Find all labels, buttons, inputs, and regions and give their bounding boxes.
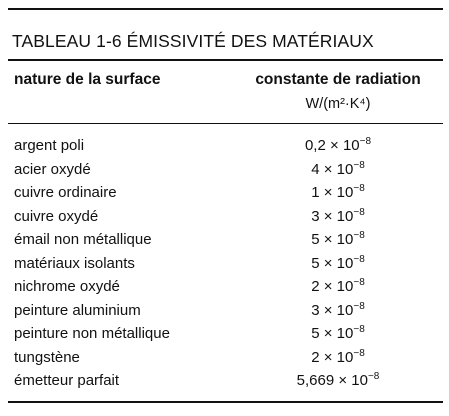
surface-name: acier oxydé	[14, 160, 91, 178]
radiation-constant	[238, 324, 438, 344]
value-exponent: −8	[367, 371, 380, 382]
value-base: 10	[342, 137, 360, 154]
value-exponent: −8	[353, 183, 365, 194]
radiation-constant	[238, 371, 438, 391]
times-sign: ×	[323, 348, 333, 366]
table-row	[0, 160, 449, 184]
table-row	[0, 254, 449, 278]
value-mantissa: 2	[311, 278, 320, 295]
column-header-unit: W/(m²·K⁴)	[305, 96, 371, 112]
radiation-constant	[238, 254, 438, 274]
table-row	[0, 348, 449, 372]
value-base: 10	[336, 207, 354, 225]
value-mantissa: 5	[311, 231, 320, 248]
surface-name: nichrome oxydé	[14, 278, 120, 295]
table-row	[0, 324, 449, 348]
bottom-rule	[8, 401, 443, 403]
table-title: TABLEAU 1-6 ÉMISSIVITÉ DES MATÉRIAUX	[12, 31, 374, 51]
value-mantissa: 5,669	[296, 372, 335, 389]
value-exponent: −8	[353, 300, 365, 312]
value-mantissa: 0,2	[304, 137, 326, 154]
times-sign: ×	[323, 231, 333, 248]
column-header-constant: constante de radiation	[255, 71, 421, 88]
surface-name: cuivre ordinaire	[14, 184, 117, 201]
radiation-constant	[238, 207, 438, 227]
radiation-constant	[238, 277, 438, 297]
times-sign: ×	[323, 184, 333, 201]
value-base: 10	[351, 372, 368, 389]
table-row	[0, 136, 449, 160]
table-body	[0, 136, 449, 395]
value-exponent: −8	[353, 206, 365, 218]
value-mantissa: 1	[311, 184, 320, 201]
title-rule	[8, 59, 443, 61]
value-mantissa: 3	[311, 301, 320, 319]
surface-name: peinture aluminium	[14, 301, 141, 319]
radiation-constant	[238, 136, 438, 156]
value-exponent: −8	[353, 324, 365, 335]
surface-name: peinture non métallique	[14, 325, 170, 342]
value-base: 10	[336, 231, 354, 248]
times-sign: ×	[330, 137, 339, 154]
times-sign: ×	[323, 207, 333, 225]
value-exponent: −8	[353, 347, 365, 359]
value-base: 10	[336, 325, 354, 342]
table-row	[0, 277, 449, 301]
column-header-surface: nature de la surface	[14, 71, 161, 88]
times-sign: ×	[323, 160, 333, 178]
value-base: 10	[336, 184, 354, 201]
top-rule	[8, 8, 443, 10]
surface-name: émail non métallique	[14, 231, 152, 248]
value-base: 10	[336, 348, 354, 366]
table-row	[0, 301, 449, 325]
surface-name: émetteur parfait	[14, 372, 120, 389]
radiation-constant	[238, 230, 438, 250]
times-sign: ×	[323, 325, 333, 342]
value-mantissa: 2	[311, 348, 320, 366]
radiation-constant	[238, 301, 438, 321]
value-mantissa: 5	[311, 254, 320, 272]
radiation-constant	[238, 183, 438, 203]
value-base: 10	[336, 254, 354, 272]
value-exponent: −8	[359, 136, 372, 147]
surface-name: argent poli	[14, 137, 85, 154]
value-base: 10	[336, 301, 354, 319]
value-base: 10	[336, 278, 354, 295]
surface-name: matériaux isolants	[14, 254, 135, 272]
value-mantissa: 3	[311, 207, 320, 225]
value-mantissa: 4	[311, 160, 320, 178]
value-base: 10	[336, 160, 354, 178]
times-sign: ×	[323, 254, 333, 272]
table-row	[0, 230, 449, 254]
table-row	[0, 183, 449, 207]
times-sign: ×	[323, 301, 333, 319]
times-sign: ×	[338, 372, 348, 389]
surface-name: tungstène	[14, 348, 80, 366]
surface-name: cuivre oxydé	[14, 207, 99, 225]
value-exponent: −8	[353, 159, 365, 171]
radiation-constant	[238, 348, 438, 368]
times-sign: ×	[323, 278, 333, 295]
header-rule	[8, 123, 443, 124]
value-exponent: −8	[353, 253, 365, 265]
table-row	[0, 371, 449, 395]
radiation-constant	[238, 160, 438, 180]
value-exponent: −8	[353, 230, 365, 241]
value-exponent: −8	[353, 277, 365, 288]
value-mantissa: 5	[311, 325, 320, 342]
table-row	[0, 207, 449, 231]
